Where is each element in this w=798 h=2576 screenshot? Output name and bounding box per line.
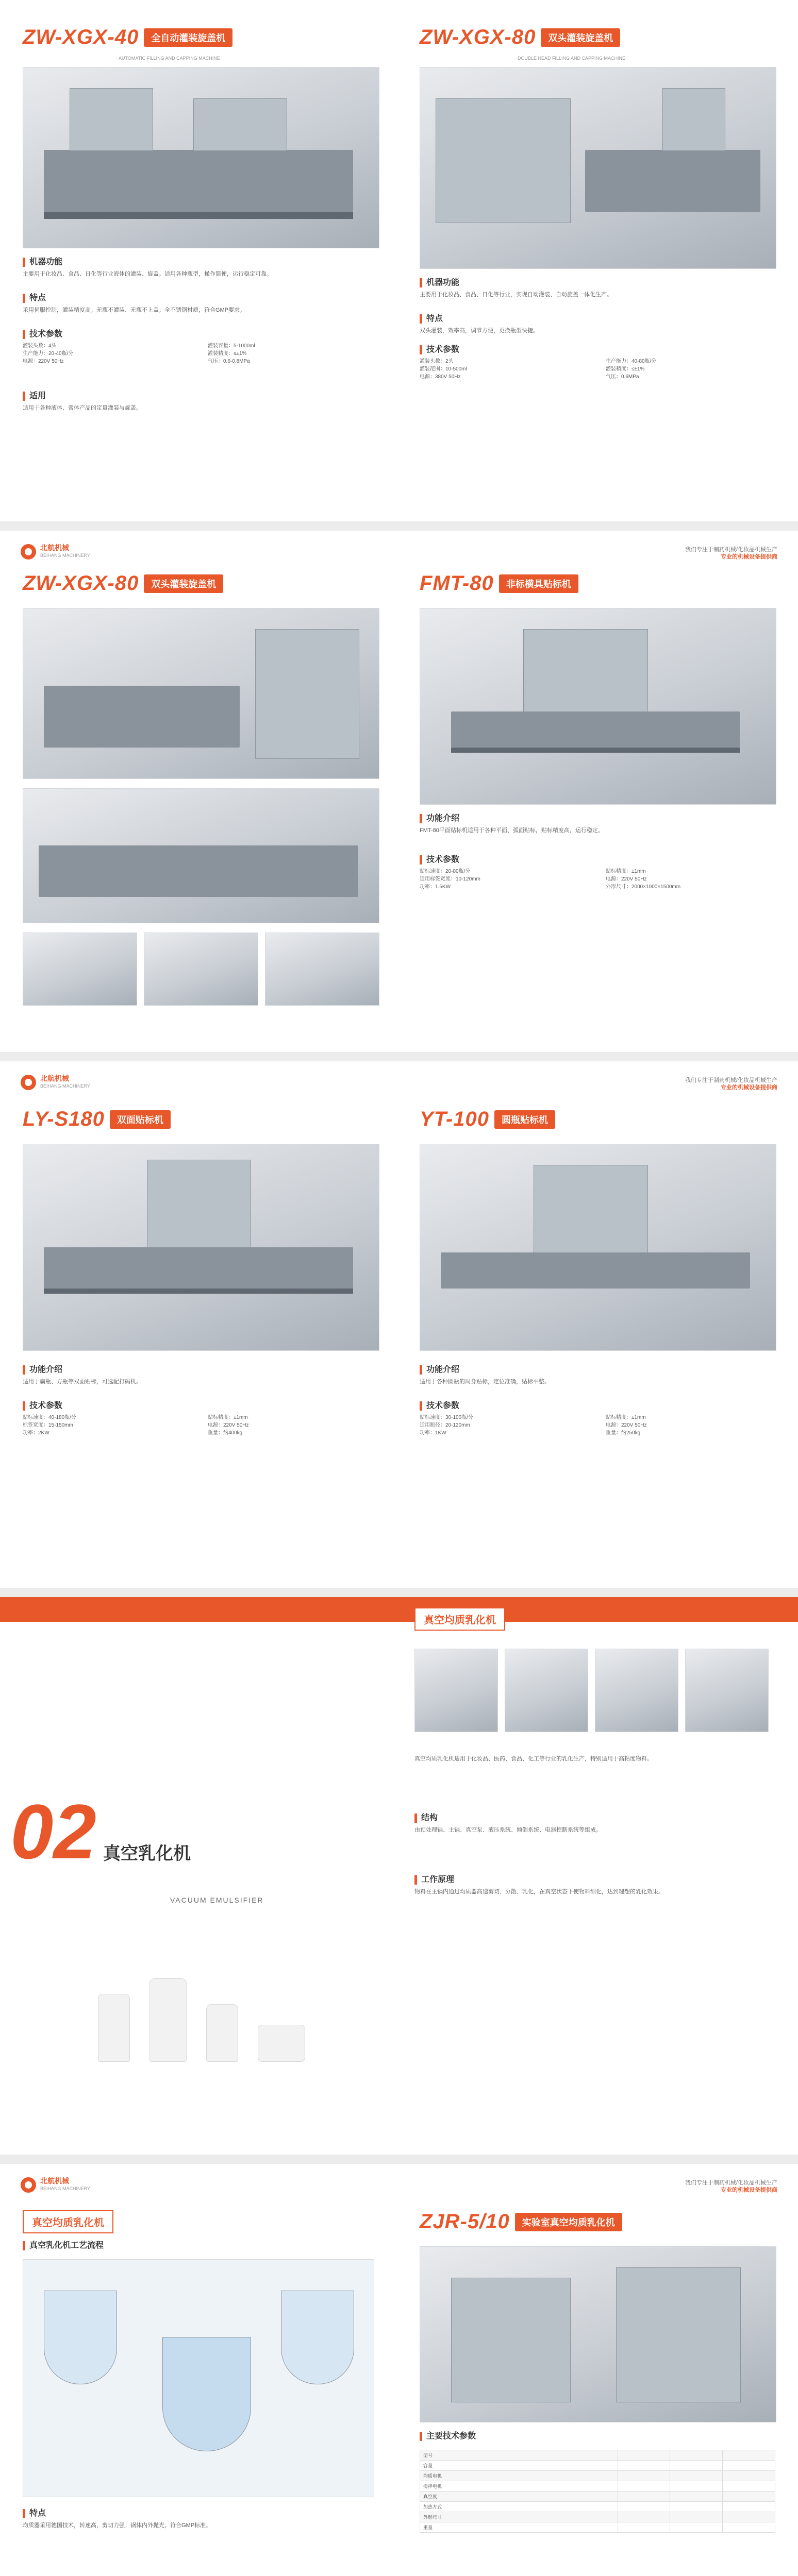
table-cell: 搅拌电机 [420,2481,618,2492]
tech-specs [420,855,783,891]
spec-item: 气压：0.6MPa [606,374,639,380]
detail-photo [265,933,379,1006]
spec-item: 适用瓶径：20-120mm [420,1422,470,1428]
table-cell: 重量 [420,2522,618,2533]
tag-subtitle: AUTOMATIC FILLING AND CAPPING MACHINE [119,56,220,61]
page-zw-xgx-80-photos [0,531,399,1052]
page-zjr-5-10 [399,2164,798,2576]
section-title: 特点 [23,294,384,303]
section-text: 适用于各种圆瓶的周身贴标，定位准确，贴标平整。 [420,1379,550,1385]
section-title: 机器功能 [23,258,384,267]
spec-item: 贴标精度：±1mm [208,1415,248,1420]
model-number: LY-S180 [23,1108,105,1130]
brand-name: 北航机械 [40,544,69,552]
spec-item: 外形尺寸：2000×1000×1500mm [606,884,681,890]
page-process-flow [0,2164,399,2576]
slogan-line: 专业的机械设备提供商 [721,2187,777,2193]
spec-item: 灌装头数：2头 [420,359,454,364]
section-text: 由预处理锅、主锅、真空泵、液压系统、倾倒系统、电器控制系统等组成。 [414,1827,602,1833]
spec-table [420,2450,775,2533]
spread-filling-capping [0,0,798,531]
detail-photo [23,933,137,1006]
brand-sub: BEIHANG MACHINERY [40,1083,90,1089]
spec-item: 重量：约400kg [208,1430,243,1436]
slogan-line: 专业的机械设备提供商 [721,1084,777,1091]
spec-item: 灌装范围：10-500ml [420,366,467,372]
spec-item: 适用标签宽度：10-120mm [420,876,480,882]
section-title: 特点 [420,314,783,324]
brand-sub: BEIHANG MACHINERY [40,2186,90,2191]
product-tag: 全自动灌装旋盖机 [144,28,232,47]
section-number: 02 [10,1788,96,1875]
slogan-line: 我们专注于制药机械/化妆品机械生产 [685,1077,777,1083]
spec-item: 重量：约250kg [606,1430,641,1436]
spec-item: 灌装头数：4头 [23,343,57,349]
section-text: 双头灌装，效率高，调节方便，更换瓶型快捷。 [420,328,539,334]
page-zw-xgx-80 [399,0,798,521]
tech-specs [420,345,783,381]
spec-item: 贴标速度：20-80瓶/分 [420,869,471,874]
page-yt-100 [399,1061,798,1588]
page-zw-xgx-40 [0,0,399,521]
section-title: 技术参数 [420,855,783,865]
table-cell: 真空度 [420,2492,618,2502]
spec-item: 功率：1KW [420,1430,446,1436]
table-cell: 型号 [420,2450,618,2461]
spec-item: 贴标速度：40-180瓶/分 [23,1415,76,1420]
intro [414,1752,777,1763]
section-title: 真空乳化机工艺流程 [23,2241,384,2250]
section-title: 特点 [23,2509,384,2518]
section-text: FMT-80平面贴标机适用于各种平面、弧面贴标，贴标精度高，运行稳定。 [420,827,604,834]
tech-specs [420,1401,783,1437]
product-tag: 双面贴标机 [110,1110,171,1129]
structure [414,1814,777,1834]
tech-specs [420,2432,783,2441]
product-tag: 非标横具贴标机 [499,574,578,593]
spec-item: 功率：2KW [23,1430,49,1436]
section-text: 主要用于化妆品、食品、日化等行业液体的灌装、旋盖。适用各种瓶型，操作简便，运行稳定可靠。 [23,271,272,277]
spec-item: 生产能力：40-80瓶/分 [606,359,657,364]
machine-function [420,278,783,299]
section-text: 采用伺服控制，灌装精度高；无瓶不灌装、无瓶不上盖；全不锈钢材质，符合GMP要求。 [23,307,246,313]
spread-labeling [0,531,798,1061]
machine-photo [23,67,379,248]
section-title: 技术参数 [23,1401,384,1411]
section-title: 功能介绍 [420,814,783,823]
applications [23,392,384,412]
section-title: 功能介绍 [420,1365,783,1375]
spec-item: 电源：220V 50Hz [23,359,64,364]
process-flow [23,2241,384,2250]
table-cell: 加热方式 [420,2502,618,2512]
spread-section-02 [0,1597,798,2164]
model-number: FMT-80 [420,572,494,595]
spread-emulsifier-lab [0,2164,798,2576]
table-cell: 外形尺寸 [420,2512,618,2522]
spec-item: 气压：0.6-0.8MPa [208,359,250,364]
model-number: ZW-XGX-80 [23,572,139,595]
product-bottle [206,2004,238,2062]
product-tag: 圆瓶贴标机 [494,1110,555,1129]
section-title: 工作原理 [414,1875,777,1885]
spec-item: 功率：1.5KW [420,884,451,890]
section-text: 真空均质乳化机适用于化妆品、医药、食品、化工等行业的乳化生产，特别适用于高粘度物料。 [414,1756,653,1762]
features [23,2509,384,2530]
spec-item: 电源：380V 50Hz [420,374,461,380]
section-title: 适用 [23,392,384,401]
product-tag: 双头灌装旋盖机 [541,28,620,47]
brand-name: 北航机械 [40,2177,69,2185]
detail-photo [595,1649,678,1732]
spec-item: 灌装精度：≤±1% [208,351,247,357]
product-jar [258,2025,305,2062]
section-text: 物料在主锅内通过均质器高速剪切、分散、乳化，在真空状态下使物料细化，达到理想的乳化效果。 [414,1889,664,1895]
page-ly-s180 [0,1061,399,1588]
section-title: 主要技术参数 [420,2432,783,2441]
slogan-line: 我们专注于制药机械/化妆品机械生产 [685,547,777,553]
spec-item: 贴标精度：±1mm [606,869,646,874]
spread-labelers [0,1061,798,1597]
tech-specs [23,1401,384,1437]
function-intro [420,1365,783,1386]
tech-specs [23,330,384,365]
slogan-line: 我们专注于制药机械/化妆品机械生产 [685,2180,777,2186]
tag-subtitle: DOUBLE HEAD FILLING AND CAPPING MACHINE [518,56,626,61]
product-bottle [149,1978,187,2062]
spec-item: 贴标精度：±1mm [606,1415,646,1420]
spec-item: 电源：220V 50Hz [208,1422,249,1428]
machine-photo [420,2246,776,2422]
function-intro [23,1365,384,1386]
detail-photo [144,933,258,1006]
section-title: 机器功能 [420,278,783,287]
section-text: 适用于各种液体、膏体产品的定量灌装与旋盖。 [23,405,142,411]
machine-photo [23,1144,379,1351]
section-title: 技术参数 [420,1401,783,1411]
detail-photo [685,1649,769,1732]
brand-name: 北航机械 [40,1074,69,1082]
spec-item: 电源：220V 50Hz [606,1422,647,1428]
table-cell: 均质电机 [420,2471,618,2481]
model-number: ZJR-5/10 [420,2210,510,2233]
machine-photo [420,67,776,269]
process-diagram [23,2259,374,2497]
spec-item: 生产能力：20-40瓶/分 [23,351,74,357]
machine-photo [420,1144,776,1351]
spec-item: 贴标速度：30-100瓶/分 [420,1415,473,1420]
section-header: 真空均质乳化机 [23,2210,113,2233]
spec-item: 标签宽度：15-150mm [23,1422,73,1428]
section-title: 技术参数 [420,345,783,354]
product-tag: 实验室真空均质乳化机 [515,2213,622,2231]
machine-photo [23,788,379,923]
function-intro [420,814,783,835]
section-text: 均质器采用德国技术，转速高，剪切力强；锅体内外抛光，符合GMP标准。 [23,2522,212,2529]
spec-item: 灌装精度：≤±1% [606,366,645,372]
features [23,294,384,314]
product-bottle [98,1994,130,2062]
machine-photo [420,608,776,805]
page-fmt-80 [399,531,798,1052]
model-number: ZW-XGX-80 [420,26,536,48]
features [420,314,783,335]
section-intro-02 [399,1597,798,2155]
brand-sub: BEIHANG MACHINERY [40,553,90,558]
product-tag: 双头灌装旋盖机 [144,574,223,593]
section-title: 结构 [414,1814,777,1823]
spec-item: 电源：220V 50Hz [606,876,647,882]
detail-photo [505,1649,588,1732]
section-title-en: VACUUM EMULSIFIER [170,1896,264,1904]
section-title-cn: 真空乳化机 [103,1844,191,1863]
working-principle [414,1875,777,1896]
slogan-line: 专业的机械设备提供商 [721,554,777,560]
detail-photo [414,1649,498,1732]
machine-photo [23,608,379,779]
section-cover-02 [0,1597,399,2155]
section-text: 主要用于化妆品、食品、日化等行业，实现自动灌装、自动旋盖一体化生产。 [420,292,612,298]
table-cell: 容量 [420,2461,618,2471]
section-text: 适用于扁瓶、方瓶等双面贴标，可选配打码机。 [23,1379,142,1385]
spec-item: 灌装容量：5-1000ml [208,343,255,349]
model-number: ZW-XGX-40 [23,26,139,48]
section-header: 真空均质乳化机 [414,1607,505,1631]
section-title: 功能介绍 [23,1365,384,1375]
model-number: YT-100 [420,1108,489,1130]
section-title: 技术参数 [23,330,384,339]
machine-function [23,258,384,278]
